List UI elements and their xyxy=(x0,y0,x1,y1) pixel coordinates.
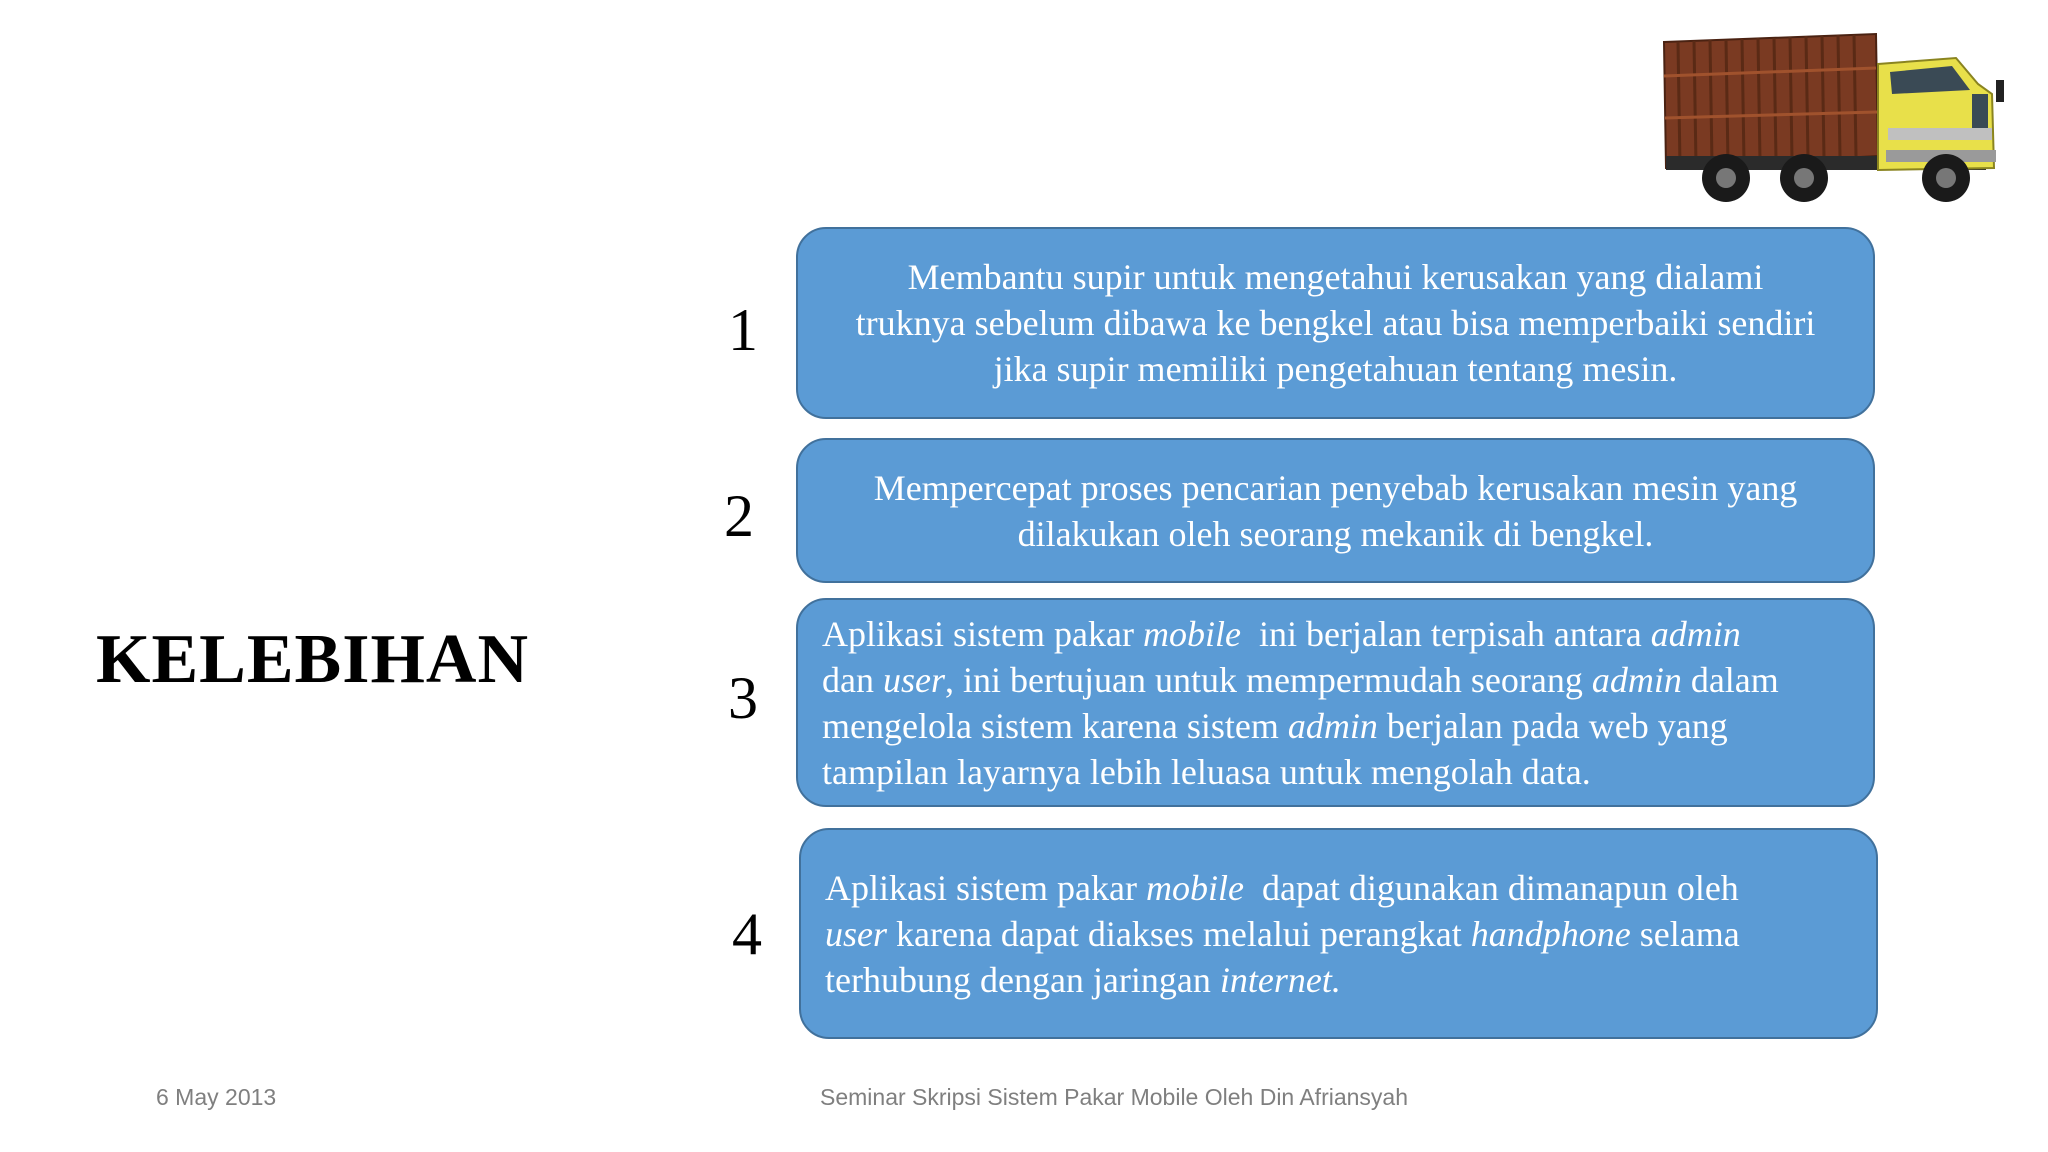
advantage-2-line xyxy=(822,465,1849,511)
advantage-3-line xyxy=(822,703,1849,749)
italic-term: mobile xyxy=(1142,613,1241,654)
text-segment: Mempercepat proses pencarian penyebab kerusakan mesin yang xyxy=(873,467,1798,508)
text-segment: dan xyxy=(822,659,883,700)
item-number-1: 1 xyxy=(728,297,758,363)
advantage-1-line xyxy=(822,346,1849,392)
footer-caption: Seminar Skripsi Sistem Pakar Mobile Oleh Din Afriansyah xyxy=(820,1084,1409,1110)
italic-term: admin xyxy=(1287,705,1378,746)
advantage-1-line xyxy=(822,300,1849,346)
italic-term: internet. xyxy=(1219,959,1341,1000)
advantage-4-line xyxy=(825,865,1852,911)
footer-date: 6 May 2013 xyxy=(156,1084,277,1110)
text-segment: Aplikasi sistem pakar xyxy=(822,613,1143,654)
text-segment: , ini bertujuan untuk mempermudah seorang xyxy=(944,659,1592,700)
advantage-3-line xyxy=(822,611,1849,657)
advantage-box-4 xyxy=(799,828,1878,1039)
truck-illustration xyxy=(1656,28,2011,218)
text-segment: truknya sebelum dibawa ke bengkel atau bisa memperbaiki sendiri xyxy=(855,303,1816,343)
text-segment: mengelola sistem karena sistem xyxy=(822,705,1288,746)
text-segment: jika supir memiliki pengetahuan tentang mesin. xyxy=(993,349,1678,389)
advantage-3-line xyxy=(822,657,1849,703)
advantage-1-line xyxy=(822,254,1849,300)
text-segment: karena dapat diakses melalui perangkat xyxy=(887,913,1471,954)
text-segment: tampilan layarnya lebih leluasa untuk mengolah data. xyxy=(822,751,1591,792)
text-segment: ini berjalan terpisah antara xyxy=(1240,613,1651,654)
item-number-4: 4 xyxy=(732,901,762,967)
item-number-2: 2 xyxy=(724,483,754,549)
text-segment: dapat digunakan dimanapun oleh xyxy=(1243,867,1739,908)
text-segment: selama xyxy=(1630,913,1740,954)
text-segment: Aplikasi sistem pakar xyxy=(825,867,1146,908)
text-segment: Membantu supir untuk mengetahui kerusakan yang dialami xyxy=(907,257,1764,297)
italic-term: admin xyxy=(1650,613,1741,654)
italic-term: user xyxy=(882,659,945,700)
text-segment: dilakukan oleh seorang mekanik di bengkel. xyxy=(1017,513,1654,554)
text-segment: dalam xyxy=(1681,659,1779,700)
advantage-box-2 xyxy=(796,438,1875,583)
slide-title: KELEBIHAN xyxy=(96,621,529,698)
italic-term: handphone xyxy=(1470,913,1631,954)
advantage-4-line xyxy=(825,911,1852,957)
advantage-2-line xyxy=(822,511,1849,557)
advantage-4-line xyxy=(825,957,1852,1003)
italic-term: user xyxy=(825,913,887,954)
text-segment: berjalan pada web yang xyxy=(1377,705,1728,746)
advantage-box-1 xyxy=(796,227,1875,419)
text-segment: terhubung dengan jaringan xyxy=(825,959,1220,1000)
advantage-3-line xyxy=(822,749,1849,795)
item-number-3: 3 xyxy=(728,665,758,731)
italic-term: mobile xyxy=(1145,867,1244,908)
italic-term: admin xyxy=(1591,659,1682,700)
advantage-box-3 xyxy=(796,598,1875,807)
